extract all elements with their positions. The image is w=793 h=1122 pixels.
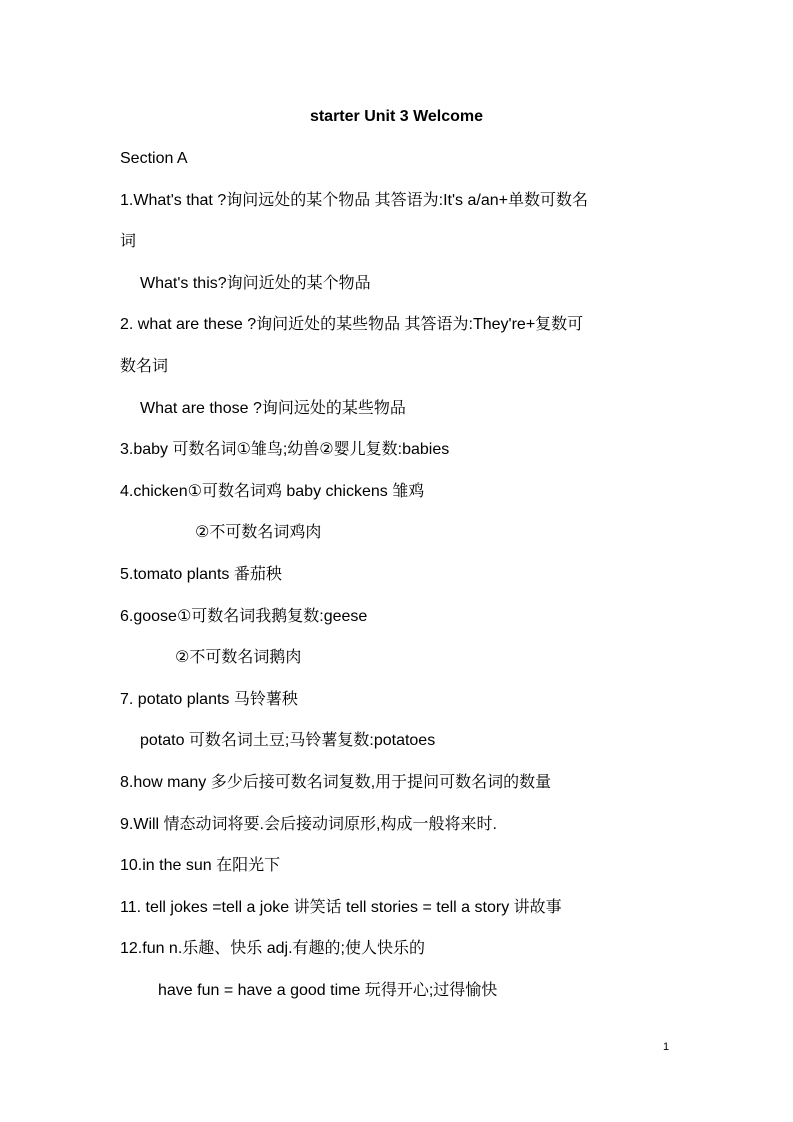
note-line: 1.What's that ?询问远处的某个物品 其答语为:It's a/an+单数可数名 [120,192,588,209]
note-line: 8.how many 多少后接可数名词复数,用于提问可数名词的数量 [120,774,552,791]
page-number: 1 [663,1041,670,1053]
note-line: potato 可数名词土豆;马铃薯复数:potatoes [140,732,436,749]
note-line: What's this?询问近处的某个物品 [140,275,371,292]
document-title: starter Unit 3 Welcome [309,108,484,125]
note-line: 5.tomato plants 番茄秧 [120,566,282,583]
section-heading: Section A [120,150,188,167]
note-line: 9.Will 情态动词将要.会后接动词原形,构成一般将来时. [120,816,497,833]
note-line: 2. what are these ?询问近处的某些物品 其答语为:They're+复数可 [120,316,584,333]
note-line: What are those ?询问远处的某些物品 [140,400,406,417]
note-line: 3.baby 可数名词①雏鸟;幼兽②婴儿复数:babies [120,441,450,458]
note-line: 12.fun n.乐趣、快乐 adj.有趣的;使人快乐的 [120,940,425,957]
note-line: 词 [120,233,137,250]
note-line: 10.in the sun 在阳光下 [120,857,281,874]
note-line: ②不可数名词鹅肉 [175,649,302,666]
note-line: have fun = have a good time 玩得开心;过得愉快 [158,982,498,999]
note-line: 数名词 [120,358,169,375]
note-line: 11. tell jokes =tell a joke 讲笑话 tell stories = tell a story 讲故事 [120,899,562,916]
note-line: 4.chicken①可数名词鸡 baby chickens 雏鸡 [120,483,425,500]
note-line: 7. potato plants 马铃薯秧 [120,691,298,708]
note-line: 6.goose①可数名词我鹅复数:geese [120,608,368,625]
note-line: ②不可数名词鸡肉 [195,524,322,541]
